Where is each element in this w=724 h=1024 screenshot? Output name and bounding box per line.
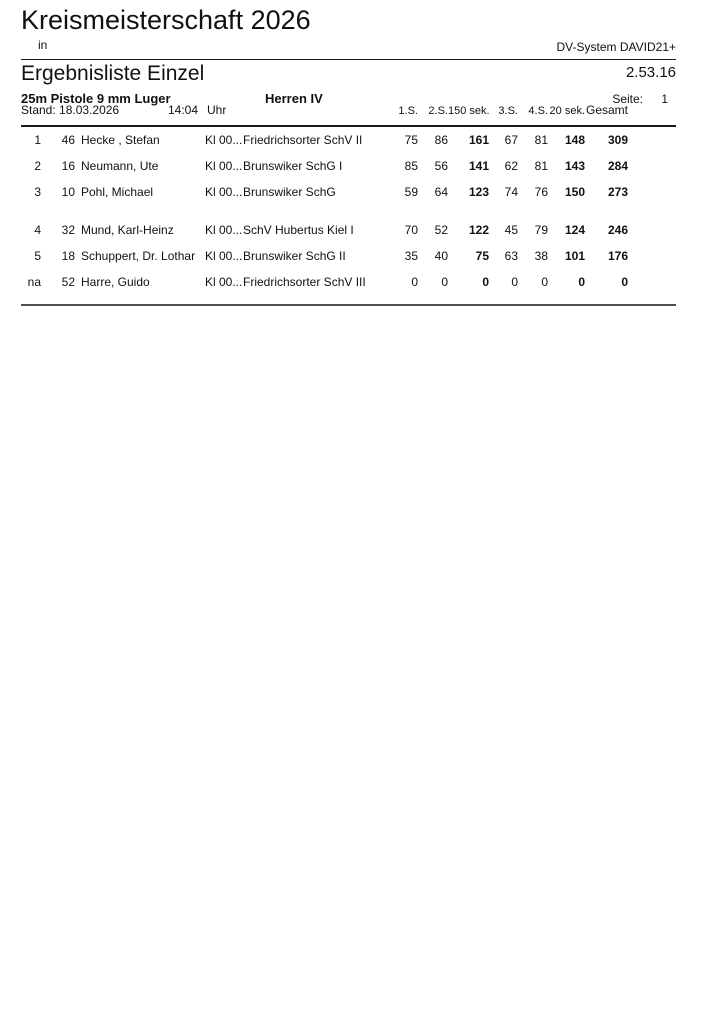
table-row xyxy=(21,127,676,153)
sum150-cell: 75 xyxy=(475,249,489,263)
stand-label: Stand: xyxy=(21,103,56,117)
series2-cell: 40 xyxy=(434,249,448,263)
series2-cell: 86 xyxy=(434,133,448,147)
series1-cell: 70 xyxy=(404,223,418,237)
series4-cell: 79 xyxy=(534,223,548,237)
total-cell: 284 xyxy=(607,159,628,173)
rank-cell: 1 xyxy=(34,133,41,147)
masthead-divider xyxy=(21,59,676,60)
start-number-cell: 18 xyxy=(61,249,75,263)
series1-cell: 85 xyxy=(404,159,418,173)
series3-cell: 63 xyxy=(504,249,518,263)
rank-cell: 2 xyxy=(34,159,41,173)
series1-cell: 0 xyxy=(411,275,418,289)
sum150-cell: 122 xyxy=(468,223,489,237)
total-cell: 273 xyxy=(607,185,628,199)
rank-cell: 3 xyxy=(34,185,41,199)
series1-cell: 35 xyxy=(404,249,418,263)
series2-cell: 56 xyxy=(434,159,448,173)
name-cell: Harre, Guido xyxy=(81,275,150,289)
series4-cell: 81 xyxy=(534,159,548,173)
sum20-cell: 150 xyxy=(564,185,585,199)
sum20-cell: 0 xyxy=(578,275,585,289)
sum20-cell: 148 xyxy=(564,133,585,147)
total-cell: 176 xyxy=(607,249,628,263)
series4-cell: 81 xyxy=(534,133,548,147)
row-filler xyxy=(628,127,676,153)
row-filler xyxy=(628,243,676,269)
page-title: Kreismeisterschaft 2026 xyxy=(21,5,311,35)
results-table xyxy=(21,127,676,295)
series3-cell: 67 xyxy=(504,133,518,147)
series4-cell: 76 xyxy=(534,185,548,199)
sum150-cell: 123 xyxy=(468,185,489,199)
rank-cell: 5 xyxy=(34,249,41,263)
rank-cell: 4 xyxy=(34,223,41,237)
table-header-row xyxy=(21,103,676,118)
table-row xyxy=(21,179,676,205)
start-number-cell: 32 xyxy=(61,223,75,237)
table-row xyxy=(21,153,676,179)
page-number-value: 1 xyxy=(661,92,668,106)
class-cell: Kl 00... xyxy=(205,133,243,147)
category-label: Herren IV xyxy=(265,91,323,106)
location-prefix: in xyxy=(38,38,48,52)
dv-system-label: DV-System DAVID21+ xyxy=(556,40,676,54)
sum20-cell: 101 xyxy=(564,249,585,263)
series3-cell: 74 xyxy=(504,185,518,199)
club-cell: SchV Hubertus Kiel I xyxy=(243,223,354,237)
club-cell: Brunswiker SchG xyxy=(243,185,336,199)
col-header-sum150: 150 sek. xyxy=(448,105,490,117)
table-bottom-rule xyxy=(21,304,676,306)
total-cell: 309 xyxy=(607,133,628,147)
col-header-series1: 1.S. xyxy=(398,105,418,117)
total-cell: 246 xyxy=(607,223,628,237)
start-number-cell: 16 xyxy=(61,159,75,173)
name-cell: Hecke , Stefan xyxy=(81,133,160,147)
sum150-cell: 161 xyxy=(468,133,489,147)
report-title: Ergebnisliste Einzel xyxy=(21,62,205,85)
version-number: 2.53.16 xyxy=(625,64,676,81)
col-header-series3: 3.S. xyxy=(498,105,518,117)
class-cell: Kl 00... xyxy=(205,223,243,237)
name-cell: Schuppert, Dr. Lothar xyxy=(81,249,196,263)
start-number-cell: 10 xyxy=(61,185,75,199)
series2-cell: 0 xyxy=(441,275,448,289)
class-cell: Kl 00... xyxy=(205,275,243,289)
class-cell: Kl 00... xyxy=(205,159,243,173)
stand-info xyxy=(21,103,390,117)
club-cell: Brunswiker SchG I xyxy=(243,159,343,173)
series2-cell: 52 xyxy=(434,223,448,237)
page-number-label: Seite: xyxy=(612,92,643,106)
series4-cell: 38 xyxy=(534,249,548,263)
club-cell: Friedrichsorter SchV II xyxy=(243,133,363,147)
name-cell: Mund, Karl-Heinz xyxy=(81,223,174,237)
sum20-cell: 143 xyxy=(564,159,585,173)
rank-cell: na xyxy=(27,275,41,289)
series3-cell: 62 xyxy=(504,159,518,173)
start-number-cell: 46 xyxy=(61,133,75,147)
row-filler xyxy=(628,269,676,295)
stand-time: 14:04 xyxy=(168,103,199,117)
club-cell: Friedrichsorter SchV III xyxy=(243,275,366,289)
sum20-cell: 124 xyxy=(564,223,585,237)
name-cell: Neumann, Ute xyxy=(81,159,159,173)
series1-cell: 59 xyxy=(404,185,418,199)
table-row xyxy=(21,269,676,295)
col-header-series2: 2.S. xyxy=(428,105,448,117)
stand-date: 18.03.2026 xyxy=(59,103,120,117)
total-cell: 0 xyxy=(621,275,628,289)
discipline-label: 25m Pistole 9 mm Luger xyxy=(21,91,171,106)
class-cell: Kl 00... xyxy=(205,185,243,199)
start-number-cell: 52 xyxy=(61,275,75,289)
time-unit-label: Uhr xyxy=(207,103,227,117)
series1-cell: 75 xyxy=(404,133,418,147)
row-filler xyxy=(628,217,676,243)
sum150-cell: 0 xyxy=(482,275,489,289)
row-filler xyxy=(628,179,676,205)
series3-cell: 0 xyxy=(511,275,518,289)
col-header-total: Gesamt xyxy=(585,103,628,117)
table-row xyxy=(21,243,676,269)
table-row xyxy=(21,217,676,243)
col-header-series4: 4.S. xyxy=(528,105,548,117)
club-cell: Brunswiker SchG II xyxy=(243,249,346,263)
row-filler xyxy=(628,153,676,179)
name-cell: Pohl, Michael xyxy=(81,185,154,199)
series2-cell: 64 xyxy=(434,185,448,199)
sum150-cell: 141 xyxy=(468,159,489,173)
class-cell: Kl 00... xyxy=(205,249,243,263)
series4-cell: 0 xyxy=(541,275,548,289)
col-header-sum20: 20 sek. xyxy=(549,105,585,117)
series3-cell: 45 xyxy=(504,223,518,237)
